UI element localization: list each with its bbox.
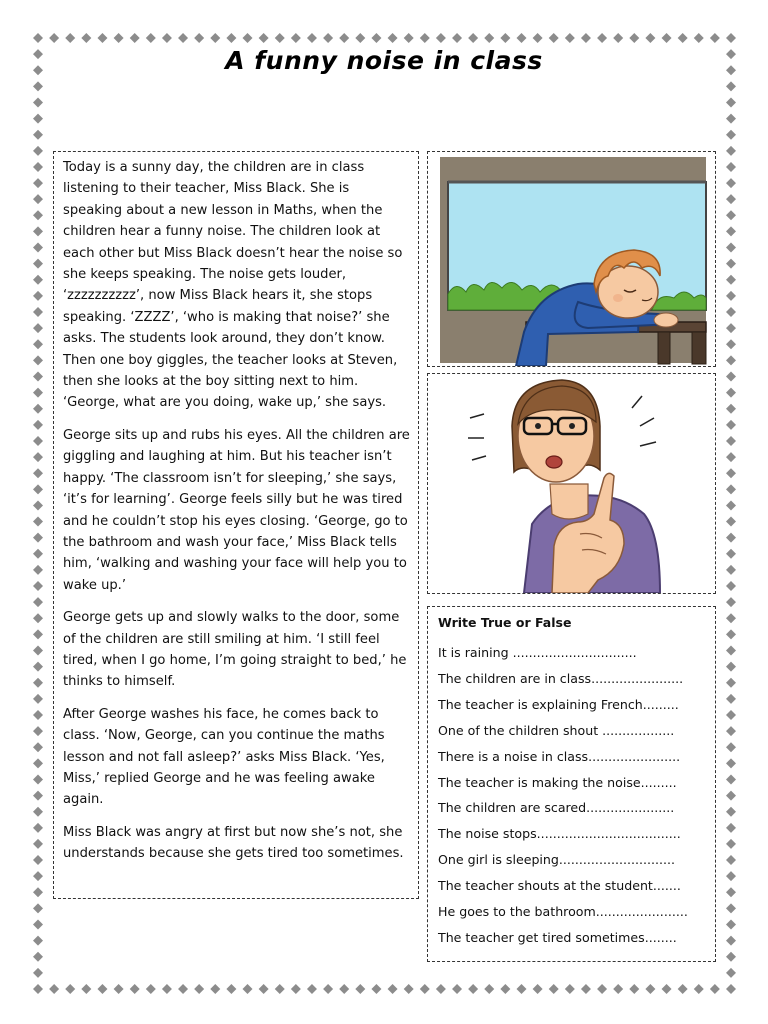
border-diamond [726,307,736,317]
quiz-item: There is a noise in class....................... [438,748,681,764]
border-diamond [549,33,559,43]
quiz-item: One of the children shout .................. [438,722,675,738]
border-diamond [355,984,365,994]
border-diamond [726,855,736,865]
border-diamond [533,33,543,43]
border-diamond [726,323,736,333]
border-diamond [726,549,736,559]
border-diamond [81,33,91,43]
border-diamond [33,742,43,752]
border-diamond [146,33,156,43]
border-diamond [226,984,236,994]
border-diamond [33,452,43,462]
border-diamond [726,758,736,768]
page-title: A funny noise in class [225,46,543,75]
border-diamond [726,533,736,543]
border-diamond [436,33,446,43]
border-diamond [97,33,107,43]
border-diamond [726,243,736,253]
border-diamond [726,420,736,430]
border-diamond [33,952,43,962]
border-diamond [726,259,736,269]
border-diamond [33,468,43,478]
border-diamond [726,581,736,591]
border-diamond [33,597,43,607]
border-diamond [726,291,736,301]
border-diamond [726,226,736,236]
border-diamond [33,758,43,768]
border-diamond [178,984,188,994]
border-diamond [259,984,269,994]
border-diamond [726,130,736,140]
border-diamond [33,903,43,913]
border-diamond [355,33,365,43]
border-diamond [33,791,43,801]
border-diamond [726,742,736,752]
border-diamond [33,500,43,510]
border-diamond [339,33,349,43]
border-diamond [726,339,736,349]
border-diamond [726,774,736,784]
border-diamond [388,33,398,43]
border-diamond [114,984,124,994]
border-diamond [726,823,736,833]
border-diamond [130,984,140,994]
border-diamond [597,33,607,43]
border-diamond [678,984,688,994]
border-diamond [33,484,43,494]
border-diamond [726,646,736,656]
border-diamond [114,33,124,43]
border-diamond [243,33,253,43]
quiz-title: Write True or False [438,615,572,630]
border-diamond [243,984,253,994]
border-diamond [33,97,43,107]
border-diamond [581,984,591,994]
border-diamond [33,371,43,381]
border-diamond [33,823,43,833]
border-diamond [533,984,543,994]
border-diamond [33,887,43,897]
border-diamond [726,97,736,107]
border-diamond [33,517,43,527]
border-diamond [726,662,736,672]
border-diamond [484,33,494,43]
border-diamond [726,436,736,446]
border-diamond [33,855,43,865]
border-diamond [726,33,736,43]
border-diamond [726,81,736,91]
border-diamond [726,903,736,913]
teacher-illustration-box [427,373,716,594]
border-diamond [33,194,43,204]
border-diamond [33,581,43,591]
border-diamond [726,678,736,688]
teacher-illustration [428,374,715,593]
border-diamond [694,984,704,994]
border-diamond [33,114,43,124]
border-diamond [726,920,736,930]
border-diamond [33,162,43,172]
border-diamond [726,726,736,736]
border-diamond [291,984,301,994]
border-diamond [49,33,59,43]
story-box [53,151,419,899]
border-diamond [726,597,736,607]
border-diamond [420,984,430,994]
border-diamond [291,33,301,43]
border-diamond [65,984,75,994]
border-diamond [33,710,43,720]
border-diamond [210,33,220,43]
border-diamond [33,936,43,946]
border-diamond [726,984,736,994]
border-diamond [33,323,43,333]
border-diamond [33,549,43,559]
border-diamond [597,984,607,994]
border-diamond [371,984,381,994]
border-diamond [694,33,704,43]
border-diamond [726,710,736,720]
border-diamond [726,839,736,849]
quiz-item: The children are scared...................... [438,800,675,816]
border-diamond [33,839,43,849]
border-diamond [565,33,575,43]
quiz-item: The teacher is making the noise......... [438,774,677,790]
border-diamond [726,178,736,188]
quiz-item: He goes to the bathroom....................... [438,904,688,920]
border-diamond [726,484,736,494]
border-diamond [33,678,43,688]
border-diamond [33,774,43,784]
border-diamond [726,565,736,575]
border-diamond [565,984,575,994]
border-diamond [33,920,43,930]
border-diamond [307,984,317,994]
story-paragraph: George sits up and rubs his eyes. All the children are giggling and laughing at him. But his teacher isn’t happy. ‘The classroom isn’t for sleeping,’ she says, ‘it’s for learning’. George feels silly but he was tired and he couldn’t stop his eyes closing. ‘George, go to the bathroom and wash your face,’ Miss Black tells him, ‘walking and washing your face will help you to wake up.’ [63,427,410,593]
border-diamond [33,984,43,994]
border-diamond [33,243,43,253]
border-diamond [404,984,414,994]
border-diamond [339,984,349,994]
boy-sleeping-illustration [428,152,715,366]
border-diamond [726,613,736,623]
border-diamond [33,291,43,301]
border-diamond [33,388,43,398]
border-diamond [33,178,43,188]
border-diamond [33,420,43,430]
border-diamond [581,33,591,43]
border-diamond [178,33,188,43]
border-diamond [726,210,736,220]
quiz-item: The noise stops.................................... [438,826,681,842]
boy-sleeping-illustration-box [427,151,716,367]
border-diamond [194,984,204,994]
border-diamond [33,565,43,575]
border-diamond [33,146,43,156]
border-diamond [33,81,43,91]
border-diamond [726,468,736,478]
border-diamond [452,33,462,43]
border-diamond [549,984,559,994]
story-paragraph: Miss Black was angry at first but now she’s not, she understands because she gets tired too sometimes. [63,824,404,862]
border-diamond [65,33,75,43]
border-diamond [436,984,446,994]
quiz-item: The teacher shouts at the student....... [438,878,681,894]
border-diamond [33,629,43,639]
border-diamond [726,371,736,381]
border-diamond [33,436,43,446]
border-diamond [726,162,736,172]
quiz-item: The teacher get tired sometimes........ [438,929,677,945]
border-diamond [500,984,510,994]
border-diamond [629,984,639,994]
border-diamond [726,968,736,978]
border-diamond [404,33,414,43]
border-diamond [323,33,333,43]
border-diamond [33,259,43,269]
border-diamond [49,984,59,994]
border-diamond [726,791,736,801]
border-diamond [500,33,510,43]
quiz-item: It is raining ............................... [438,645,637,660]
border-diamond [710,984,720,994]
border-diamond [468,33,478,43]
border-diamond [452,984,462,994]
border-diamond [210,984,220,994]
border-diamond [33,646,43,656]
story-paragraph: After George washes his face, he comes back to class. ‘Now, George, can you continue the maths lesson and not fall asleep?’ asks Miss Black. ‘Yes, Miss,’ replied George and he was feeling awake again. [63,706,385,808]
border-diamond [33,968,43,978]
border-diamond [726,887,736,897]
border-diamond [726,871,736,881]
border-diamond [420,33,430,43]
border-diamond [662,984,672,994]
border-diamond [645,33,655,43]
border-diamond [323,984,333,994]
border-diamond [33,662,43,672]
border-diamond [275,33,285,43]
border-diamond [130,33,140,43]
border-diamond [726,694,736,704]
border-diamond [146,984,156,994]
border-diamond [726,629,736,639]
story-paragraph: Today is a sunny day, the children are in class listening to their teacher, Miss Black. She is speaking about a new lesson in Maths, when the children hear a funny noise. The children look at each other but Miss Black doesn’t hear the noise so she keeps speaking. The noise gets louder, ‘zzzzzzzzzz’, now Miss Black hears it, she stops speaking. ‘ZZZZ’, ‘who is making that noise?’ she asks. The students look around, they don’t know. Then one boy giggles, the teacher looks at Steven, then she looks at the boy sitting next to him. ‘George, what are you doing, wake up,’ she says. [63,160,403,411]
border-diamond [468,984,478,994]
border-diamond [726,404,736,414]
border-diamond [726,275,736,285]
border-diamond [484,984,494,994]
border-diamond [162,33,172,43]
border-diamond [33,355,43,365]
border-diamond [226,33,236,43]
border-diamond [726,146,736,156]
border-diamond [710,33,720,43]
border-diamond [726,388,736,398]
border-diamond [33,275,43,285]
border-diamond [726,194,736,204]
border-diamond [388,984,398,994]
border-diamond [33,613,43,623]
border-diamond [662,33,672,43]
border-diamond [33,210,43,220]
true-false-quiz [427,606,716,962]
border-diamond [33,807,43,817]
border-diamond [33,726,43,736]
border-diamond [516,33,526,43]
border-diamond [516,984,526,994]
border-diamond [726,517,736,527]
border-diamond [33,33,43,43]
quiz-item: The children are in class....................... [438,670,684,686]
border-diamond [678,33,688,43]
border-diamond [259,33,269,43]
border-diamond [33,871,43,881]
border-diamond [726,114,736,124]
border-diamond [33,404,43,414]
border-diamond [194,33,204,43]
border-diamond [33,533,43,543]
border-diamond [629,33,639,43]
border-diamond [33,694,43,704]
border-diamond [645,984,655,994]
border-diamond [726,807,736,817]
border-diamond [726,452,736,462]
border-diamond [33,226,43,236]
border-diamond [33,130,43,140]
border-diamond [33,339,43,349]
story-paragraph: George gets up and slowly walks to the door, some of the children are still smiling at him. ‘I still feel tired, when I go home, I’m going straight to bed,’ he thinks to himself. [63,610,407,690]
border-diamond [613,984,623,994]
border-diamond [81,984,91,994]
border-diamond [613,33,623,43]
border-diamond [726,952,736,962]
border-diamond [162,984,172,994]
border-diamond [726,936,736,946]
border-diamond [726,355,736,365]
quiz-item: The teacher is explaining French......... [438,696,679,712]
border-diamond [33,307,43,317]
border-diamond [307,33,317,43]
border-diamond [275,984,285,994]
border-diamond [371,33,381,43]
border-diamond [97,984,107,994]
quiz-item: One girl is sleeping............................. [438,852,675,868]
border-diamond [726,500,736,510]
